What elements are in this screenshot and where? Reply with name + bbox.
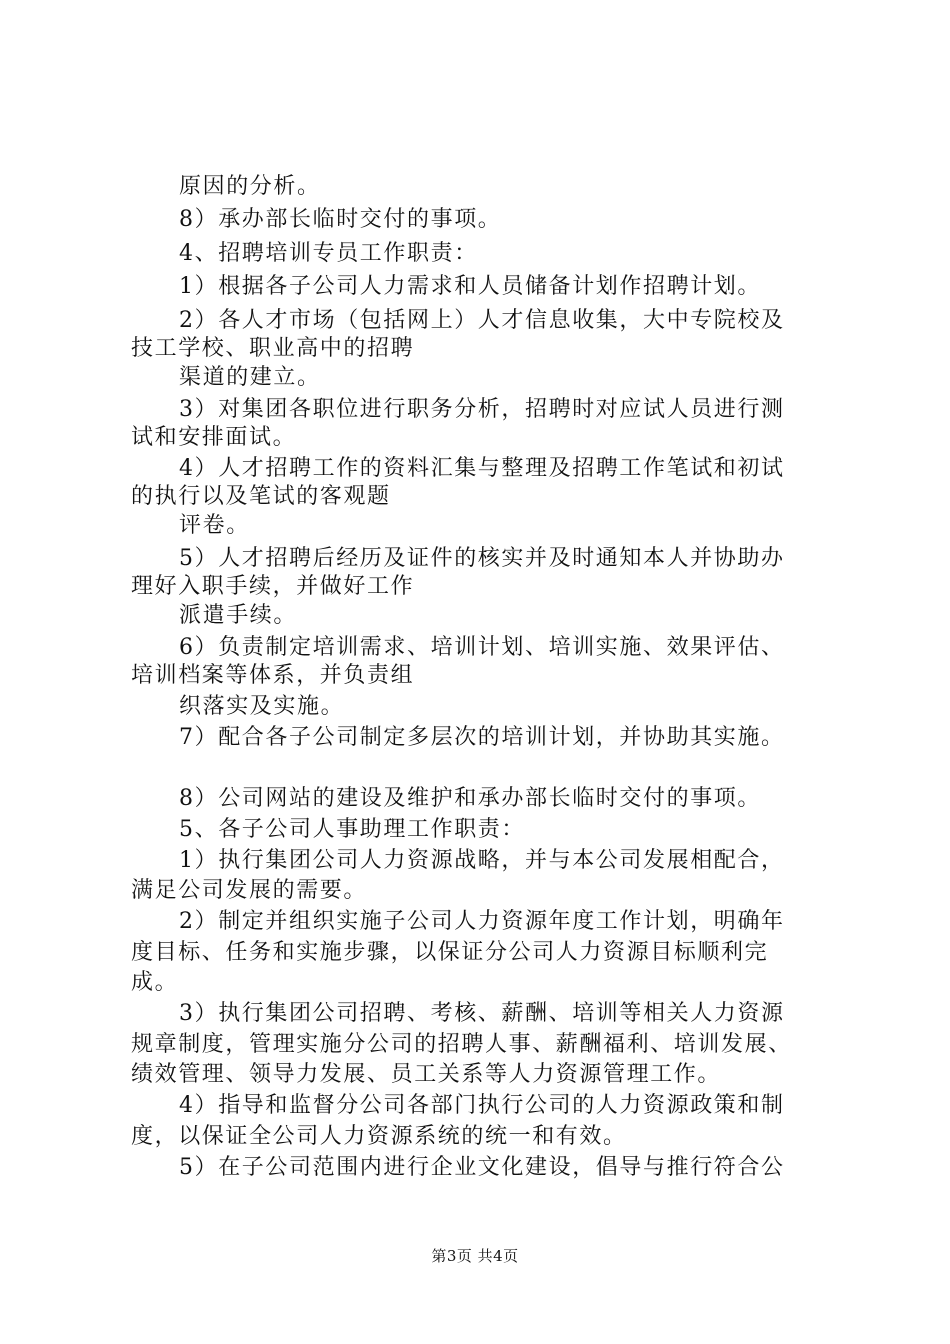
text-line: 3）对集团各职位进行职务分析，招聘时对应试人员进行测 <box>179 397 785 422</box>
text-line: 4）指导和监督分公司各部门执行公司的人力资源政策和制 <box>179 1093 785 1118</box>
page-number-footer: 第3页 共4页 <box>431 1247 519 1265</box>
text-line: 8）公司网站的建设及维护和承办部长临时交付的事项。 <box>179 786 761 811</box>
text-line: 4）人才招聘工作的资料汇集与整理及招聘工作笔试和初试 <box>179 456 785 481</box>
text-line: 派遣手续。 <box>179 603 298 628</box>
text-line: 成。 <box>131 970 179 995</box>
text-line: 7）配合各子公司制定多层次的培训计划，并协助其实施。 <box>179 725 785 750</box>
text-line: 满足公司发展的需要。 <box>131 878 368 903</box>
text-line: 培训档案等体系，并负责组 <box>131 663 415 688</box>
text-line: 度，以保证全公司人力资源系统的统一和有效。 <box>131 1124 627 1149</box>
text-line: 5、各子公司人事助理工作职责： <box>179 817 525 842</box>
text-line: 1）根据各子公司人力需求和人员储备计划作招聘计划。 <box>179 274 761 299</box>
text-line: 评卷。 <box>179 513 250 538</box>
text-line: 试和安排面试。 <box>131 425 297 450</box>
text-line: 的执行以及笔试的客观题 <box>131 484 391 509</box>
text-line: 度目标、任务和实施步骤，以保证分公司人力资源目标顺利完 <box>131 940 769 965</box>
text-line: 2）制定并组织实施子公司人力资源年度工作计划，明确年 <box>179 909 785 934</box>
text-line: 渠道的建立。 <box>179 365 321 390</box>
text-line: 5）在子公司范围内进行企业文化建设，倡导与推行符合公 <box>179 1155 785 1180</box>
text-line: 技工学校、职业高中的招聘 <box>131 336 415 361</box>
text-line: 5）人才招聘后经历及证件的核实并及时通知本人并协助办 <box>179 546 785 571</box>
text-line: 规章制度，管理实施分公司的招聘人事、薪酬福利、培训发展、 <box>131 1032 792 1057</box>
text-line: 原因的分析。 <box>179 174 321 199</box>
text-line: 1）执行集团公司人力资源战略，并与本公司发展相配合， <box>179 848 785 873</box>
text-line: 3）执行集团公司招聘、考核、薪酬、培训等相关人力资源 <box>179 1001 785 1026</box>
text-line: 2）各人才市场（包括网上）人才信息收集，大中专院校及 <box>179 308 785 333</box>
text-line: 8）承办部长临时交付的事项。 <box>179 207 502 232</box>
text-line: 织落实及实施。 <box>179 694 345 719</box>
text-line: 绩效管理、领导力发展、员工关系等人力资源管理工作。 <box>131 1062 722 1087</box>
text-line: 4、招聘培训专员工作职责： <box>179 241 478 266</box>
text-line: 6）负责制定培训需求、培训计划、培训实施、效果评估、 <box>179 635 785 660</box>
text-line: 理好入职手续，并做好工作 <box>131 574 415 599</box>
